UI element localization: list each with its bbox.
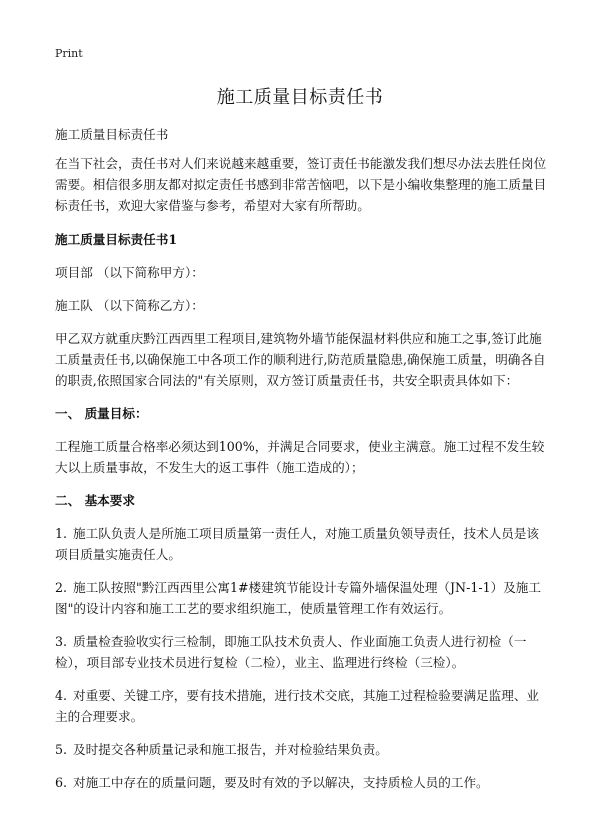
list-item-text: 对重要、关键工序，要有技术措施，进行技术交底，其施工过程检验要满足监理、业主的合理要求。 bbox=[55, 688, 539, 724]
list-item-number: 6. bbox=[55, 775, 68, 790]
list-item-number: 2. bbox=[55, 580, 68, 595]
list-item-number: 4. bbox=[55, 688, 68, 703]
party-b-line: 施工队 （以下简称乙方）： bbox=[55, 298, 204, 313]
list-item bbox=[55, 685, 550, 727]
list-item-number: 5. bbox=[55, 742, 68, 757]
document-subtitle: 施工质量目标责任书 bbox=[55, 127, 169, 142]
list-item-text: 对施工中存在的质量问题，要及时有效的予以解决，支持质检人员的工作。 bbox=[73, 775, 489, 790]
list-item bbox=[55, 577, 550, 619]
list-item-text: 施工队负责人是所施工项目质量第一责任人，对施工质量负领导责任，技术人员是该项目质量实施责任人。 bbox=[55, 526, 539, 562]
intro-paragraph: 在当下社会，责任书对人们来说越来越重要，签订责任书能激发我们想尽办法去胜任岗位需要。相信很多朋友都对拟定责任书感到非常苦恼吧，以下是小编收集整理的施工质量目标责任书，欢迎大家借鉴与参考，希望对大家有所帮助。 bbox=[55, 156, 547, 213]
requirements-heading: 二、 基本要求 bbox=[55, 493, 135, 508]
list-item-number: 1. bbox=[55, 526, 68, 541]
document-body bbox=[55, 124, 550, 805]
print-link[interactable]: Print bbox=[55, 47, 83, 60]
goal-heading: 一、 质量目标： bbox=[55, 406, 148, 421]
list-item-number: 3. bbox=[55, 634, 68, 649]
party-a-line: 项目部 （以下简称甲方）： bbox=[55, 265, 204, 280]
list-item bbox=[55, 739, 550, 760]
list-item bbox=[55, 772, 550, 793]
preamble-paragraph: 甲乙双方就重庆黔江西西里工程项目,建筑物外墙节能保温材料供应和施工之事,签订此施工质量责任书,以确保施工中各项工作的顺利进行,防范质量隐患,确保施工质量，明确各自的职责,依照国家合同法的"有关原则，双方签订质量责任书，共安全职责具体如下： bbox=[55, 331, 546, 388]
list-item-text: 施工队按照"黔江西西里公寓1#楼建筑节能设计专篇外墙保温处理（JN-1-1）及施工图"的设计内容和施工工艺的要求组织施工，使质量管理工作有效运行。 bbox=[55, 580, 541, 616]
goal-paragraph: 工程施工质量合格率必须达到100%，并满足合同要求，使业主满意。施工过程不发生较大以上质量事故，不发生大的返工事件（施工造成的）； bbox=[55, 439, 545, 475]
requirements-list bbox=[55, 523, 550, 793]
list-item bbox=[55, 523, 550, 565]
list-item bbox=[55, 631, 550, 673]
list-item-text: 质量检查验收实行三检制，即施工队技术负责人、作业面施工负责人进行初检（一检），项目部专业技术员进行复检（二检），业主、监理进行终检（三检）。 bbox=[55, 634, 527, 670]
list-item-text: 及时提交各种质量记录和施工报告，并对检验结果负责。 bbox=[73, 742, 388, 757]
section-title: 施工质量目标责任书1 bbox=[55, 232, 178, 247]
page-title: 施工质量目标责任书 bbox=[216, 87, 384, 108]
